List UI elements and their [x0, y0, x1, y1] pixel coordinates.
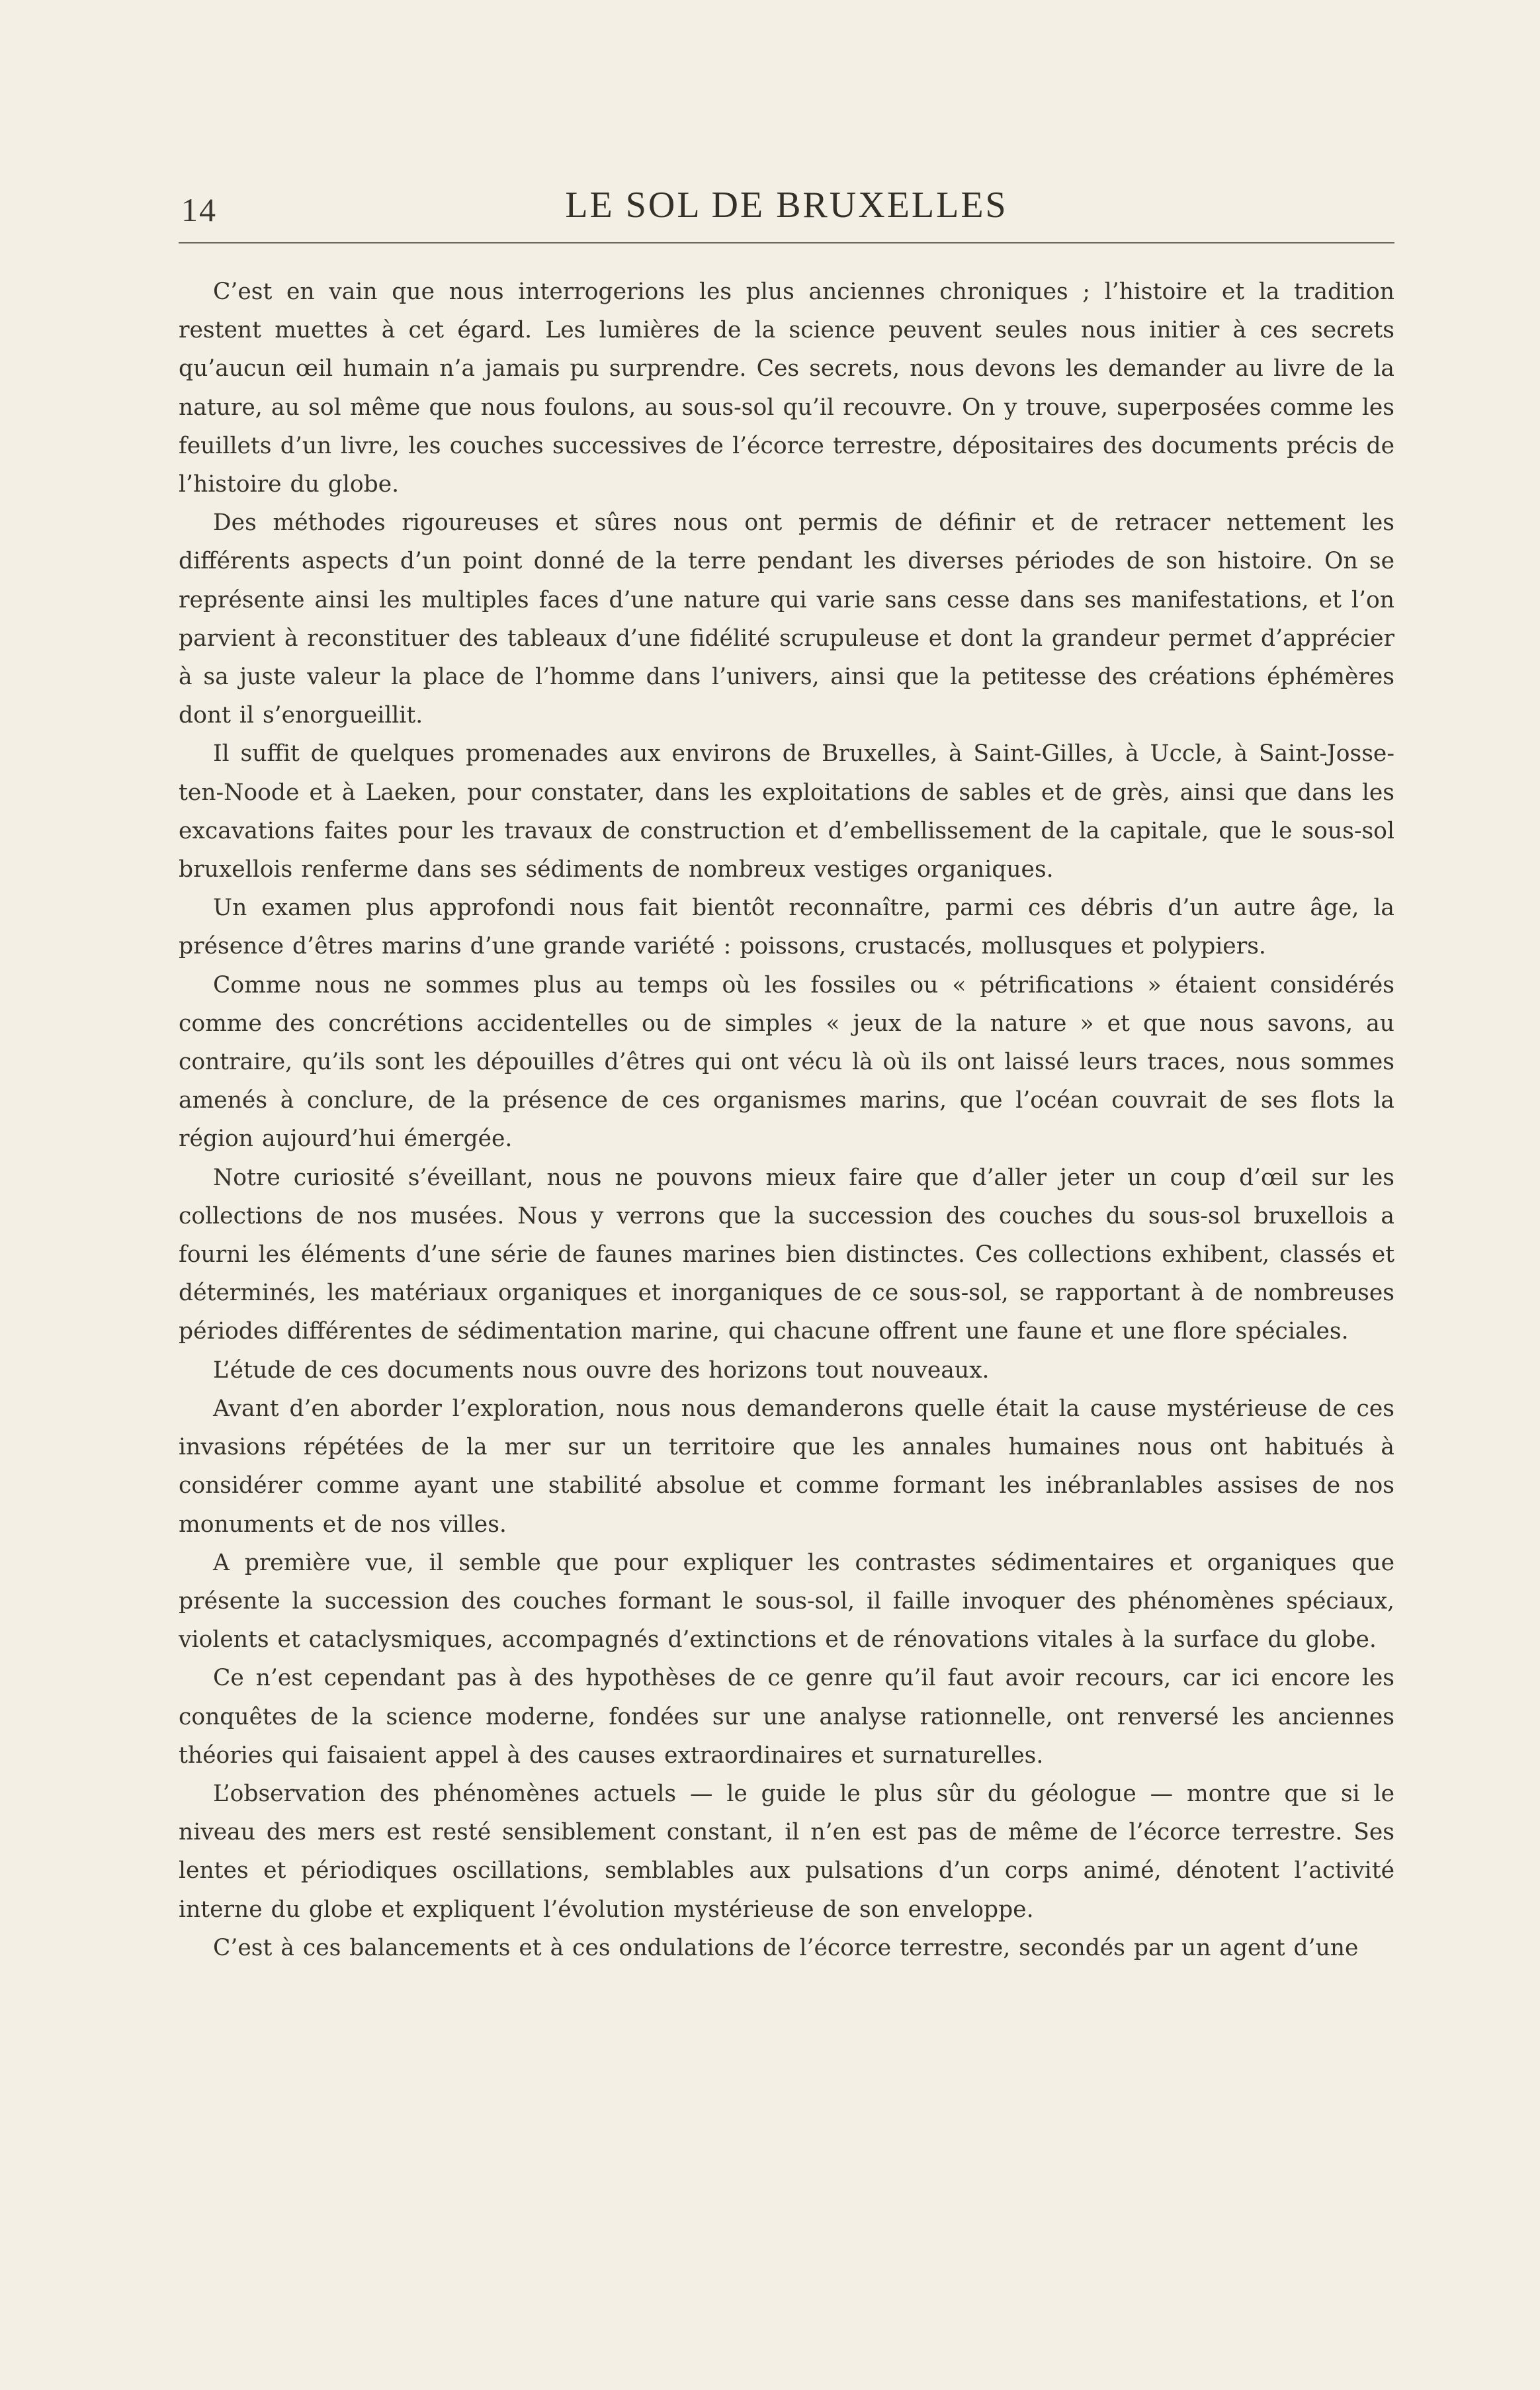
paragraph: Des méthodes rigoureuses et sûres nous ont permis de définir et de retracer nettement les différents aspects d’un point donné de la terre pendant les diverses périodes de son histoire. On se représente ainsi les multiples faces d’une nature qui varie sans cesse dans ses manifestations, et l’on parvient à reconstituer des tableaux d’une fidélité scrupuleuse et dont la grandeur permet d’apprécier à sa juste valeur la place de l’homme dans l’univers, ainsi que la petitesse des créations éphémères dont il s’enorgueillit.: [179, 509, 1394, 729]
paragraph: Un examen plus approfondi nous fait bientôt reconnaître, parmi ces débris d’un autre âge, la présence d’êtres marins d’une grande variété : poissons, crustacés, mollusques et polypiers.: [179, 895, 1394, 960]
paragraph: L’étude de ces documents nous ouvre des horizons tout nouveaux.: [213, 1356, 990, 1384]
paragraph: Notre curiosité s’éveillant, nous ne pouvons mieux faire que d’aller jeter un coup d’œil sur les collections de nos musées. Nous y verrons que la succession des couches du sous-sol bruxellois a fourni les éléments d’une série de faunes marines bien distinctes. Ces collections exhibent, classés et déterminés, les matériaux organiques et inorganiques de ce sous-sol, se rapportant à de nombreuses périodes différentes de sédimentation marine, qui chacune offrent une faune et une flore spéciales.: [179, 1164, 1394, 1345]
paragraph: L’observation des phénomènes actuels — le guide le plus sûr du géologue — montre que si le niveau des mers est resté sensiblement constant, il n’en est pas de même de l’écorce terrestre. Ses lentes et périodiques oscillations, semblables aux pulsations d’un corps animé, dénotent l’activité interne du globe et expliquent l’évolution mystérieuse de son enveloppe.: [179, 1780, 1394, 1923]
paragraph: C’est à ces balancements et à ces ondulations de l’écorce terrestre, secondés par un agent d’une: [213, 1934, 1359, 1961]
page-number: 14: [181, 191, 217, 228]
running-head: [179, 179, 1394, 238]
body-text: [179, 273, 1394, 1967]
paragraph: Avant d’en aborder l’exploration, nous nous demanderons quelle était la cause mystérieuse de ces invasions répétées de la mer sur un territoire que les annales humaines nous ont habitués à considérer comme ayant une stabilité absolue et comme formant les inébranlables assises de nos monuments et de nos villes.: [179, 1395, 1394, 1538]
running-head-title: LE SOL DE BRUXELLES: [565, 185, 1008, 226]
header-rule: [179, 242, 1394, 243]
paragraph: Il suffit de quelques promenades aux environs de Bruxelles, à Saint-Gilles, à Uccle, à Saint-Josse-ten-Noode et à Laeken, pour constater, dans les exploitations de sables et de grès, ainsi que dans les excavations faites pour les travaux de construction et d’embellissement de la capitale, que le sous-sol bruxellois renferme dans ses sédiments de nombreux vestiges organiques.: [179, 740, 1394, 883]
paragraph: C’est en vain que nous interrogerions les plus anciennes chroniques ; l’histoire et la tradition restent muettes à cet égard. Les lumières de la science peuvent seules nous initier à ces secrets qu’aucun œil humain n’a jamais pu surprendre. Ces secrets, nous devons les demander au livre de la nature, au sol même que nous foulons, au sous-sol qu’il recouvre. On y trouve, superposées comme les feuillets d’un livre, les couches successives de l’écorce terrestre, dépositaires des documents précis de l’histoire du globe.: [179, 279, 1394, 498]
paragraph: Ce n’est cependant pas à des hypothèses de ce genre qu’il faut avoir recours, car ici encore les conquêtes de la science moderne, fondées sur une analyse rationnelle, ont renversé les anciennes théories qui faisaient appel à des causes extraordinaires et surnaturelles.: [179, 1665, 1394, 1769]
paragraph: A première vue, il semble que pour expliquer les contrastes sédimentaires et organiques que présente la succession des couches formant le sous-sol, il faille invoquer des phénomènes spéciaux, violents et cataclysmiques, accompagnés d’extinctions et de rénovations vitales à la surface du globe.: [179, 1549, 1394, 1654]
paragraph: Comme nous ne sommes plus au temps où les fossiles ou « pétrifications » étaient considérés comme des concrétions accidentelles ou de simples « jeux de la nature » et que nous savons, au contraire, qu’ils sont les dépouilles d’êtres qui ont vécu là où ils ont laissé leurs traces, nous sommes amenés à conclure, de la présence de ces organismes marins, que l’océan couvrait de ses flots la région aujourd’hui émergée.: [179, 971, 1394, 1153]
